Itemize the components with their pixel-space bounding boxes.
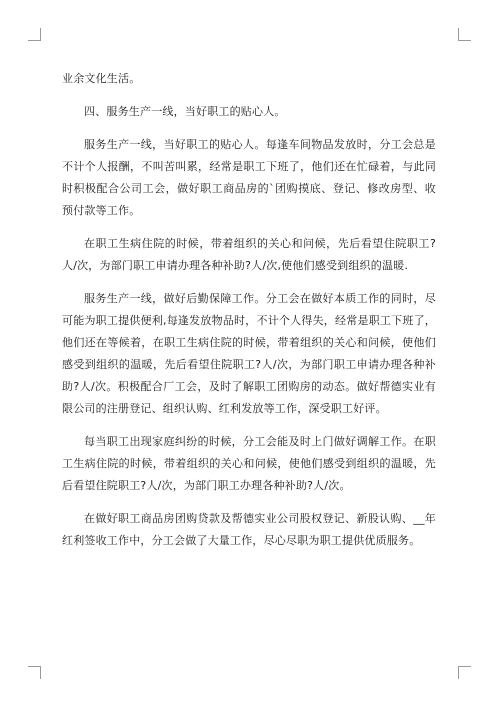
corner-crop-mark-top-left bbox=[28, 28, 41, 41]
section-heading: 四、服务生产一线，当好职工的贴心人。 bbox=[84, 105, 286, 118]
paragraph: 在职工生病住院的时候，带着组织的关心和问候，先后看望住院职工?人/次，为部门职工申请办理各种补助?人/次,使他们感受到组织的温暖. bbox=[62, 237, 436, 272]
corner-crop-mark-bottom-left bbox=[28, 666, 41, 679]
paragraph: 每当职工出现家庭纠纷的时候，分工会能及时上门做好调解工作。在职工生病住院的时候，带着组织的关心和问候，使他们感受到组织的温暖，先后看望住院职工?人/次，为部门职工办理各种补助?人/次。 bbox=[62, 435, 436, 492]
paragraph: 在做好职工商品房团购贷款及帮德实业公司股权登记、新股认购、__年红利签收工作中，分工会做了大量工作，尽心尽职为职工提供优质服务。 bbox=[62, 512, 436, 547]
paragraph-continuation: 业余文化生活。 bbox=[62, 72, 141, 85]
corner-crop-mark-bottom-right bbox=[458, 666, 471, 679]
document-body bbox=[62, 68, 436, 563]
paragraph: 服务生产一线，做好后勤保障工作。分工会在做好本质工作的同时，尽可能为职工提供便利,每逢发放物品时，不计个人得失，经常是职工下班了，他们还在等候着，在职工生病住院的时候，带着组织的关心和问候，使他们感受到组织的温暖，先后看望住院职工?人/次，为部门职工申请办理各种补助?人/次。积极配合厂工会，及时了解职工团购房的动态。做好帮德实业有限公司的注册登记、组织认购、红利发放等工作，深受职工好评。 bbox=[62, 292, 436, 415]
corner-crop-mark-top-right bbox=[458, 28, 471, 41]
paragraph: 服务生产一线，当好职工的贴心人。每逢车间物品发放时，分工会总是不计个人报酬，不叫苦叫累，经常是职工下班了，他们还在忙碌着，与此同时积极配合公司工会，做好职工商品房的`团购摸底、登记、修改房型、收预付款等工作。 bbox=[62, 138, 436, 217]
